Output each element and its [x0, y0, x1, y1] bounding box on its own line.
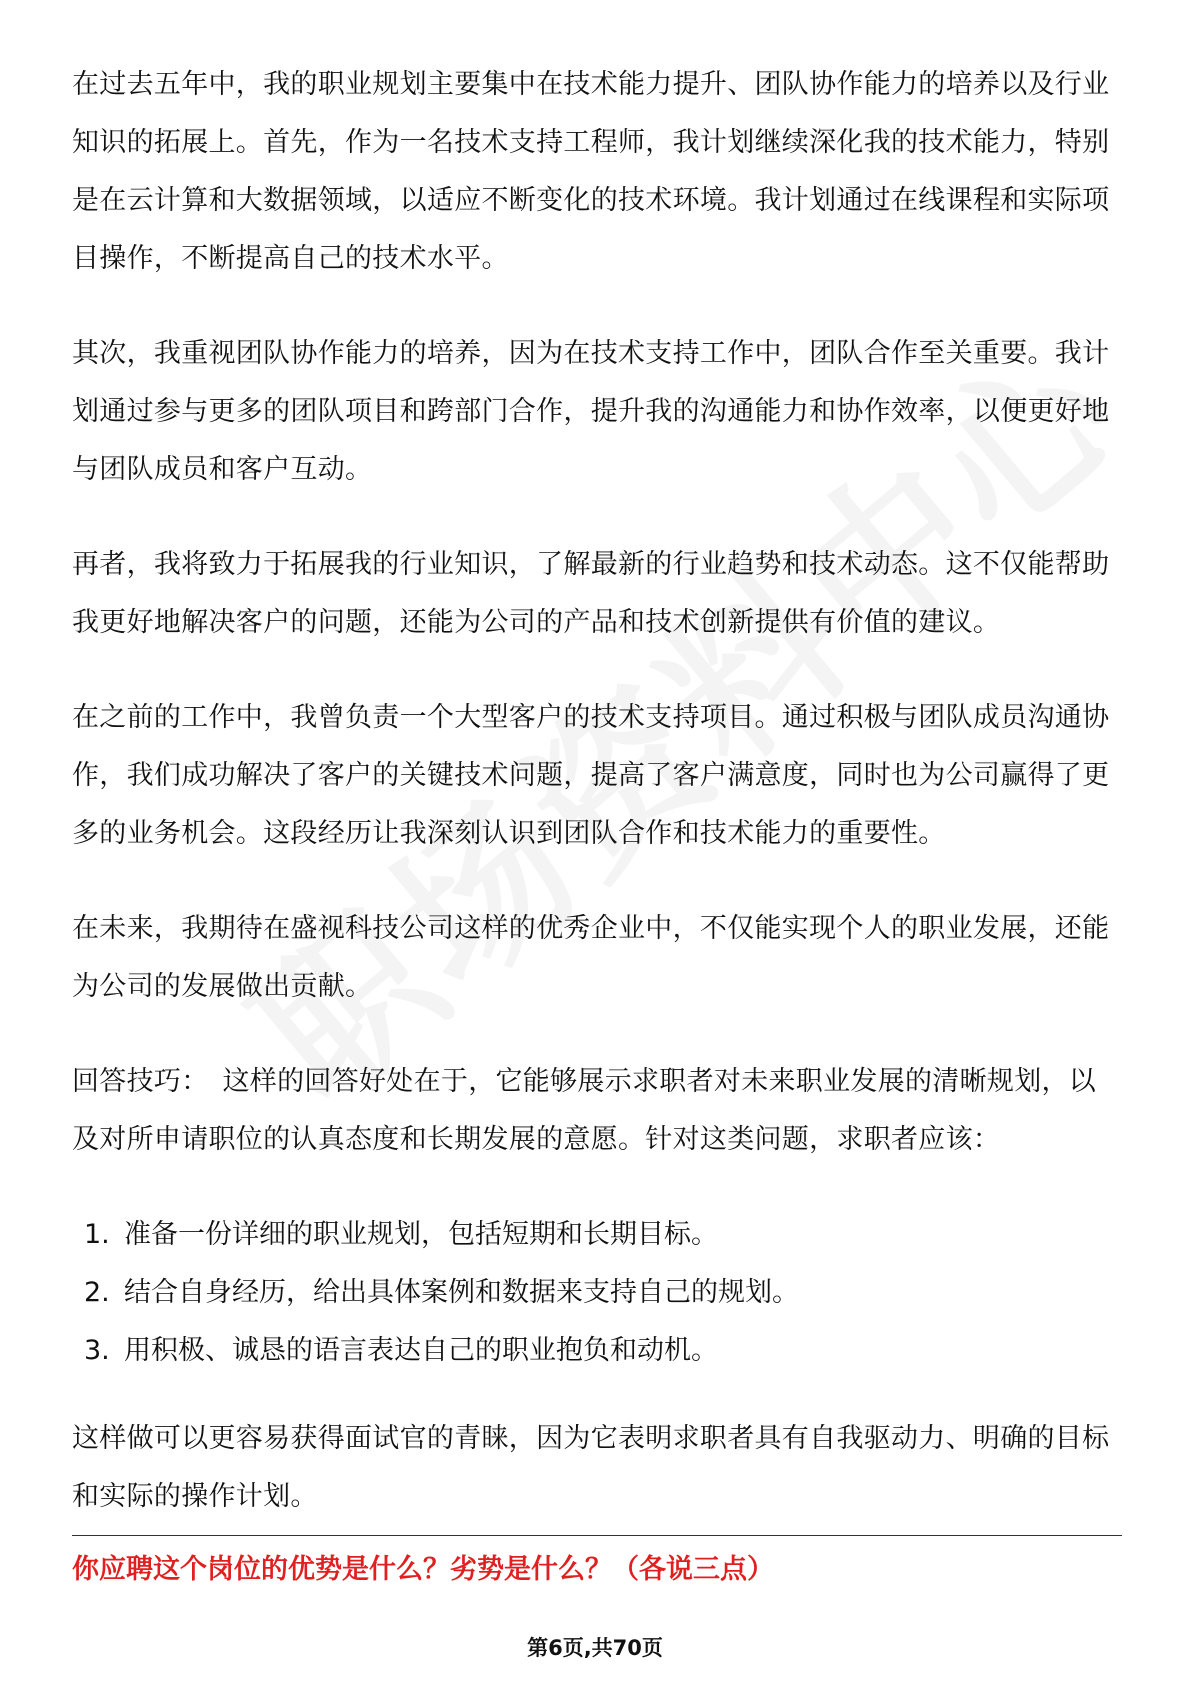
paragraph-future: 在未来，我期待在盛视科技公司这样的优秀企业中，不仅能实现个人的职业发展，还能为公司的发展做出贡献。	[72, 913, 1110, 1002]
answer-tips	[72, 1053, 1122, 1169]
list-item	[72, 1322, 1122, 1380]
document-body	[72, 56, 1122, 1563]
list-item-number: 2.	[84, 1277, 110, 1308]
answer-tips-text: 这样的回答好处在于，它能够展示求职者对未来职业发展的清晰规划，以及对所申请职位的认真态度和长期发展的意愿。针对这类问题，求职者应该：	[72, 1066, 1097, 1155]
paragraph-teamwork: 其次，我重视团队协作能力的培养，因为在技术支持工作中，团队合作至关重要。我计划通过参与更多的团队项目和跨部门合作，提升我的沟通能力和协作效率，以便更好地与团队成员和客户互动。	[72, 338, 1110, 485]
section-divider	[72, 1535, 1122, 1536]
paragraph-conclusion: 这样做可以更容易获得面试官的青睐，因为它表明求职者具有自我驱动力、明确的目标和实际的操作计划。	[72, 1423, 1110, 1512]
list-item-number: 1.	[84, 1219, 110, 1250]
paragraph-past-experience: 在之前的工作中，我曾负责一个大型客户的技术支持项目。通过积极与团队成员沟通协作，我们成功解决了客户的关键技术问题，提高了客户满意度，同时也为公司赢得了更多的业务机会。这段经历让我深刻认识到团队合作和技术能力的重要性。	[72, 702, 1110, 849]
paragraph-career-plan: 在过去五年中，我的职业规划主要集中在技术能力提升、团队协作能力的培养以及行业知识的拓展上。首先，作为一名技术支持工程师，我计划继续深化我的技术能力，特别是在云计算和大数据领域，以适应不断变化的技术环境。我计划通过在线课程和实际项目操作，不断提高自己的技术水平。	[72, 69, 1110, 274]
list-item-text: 用积极、诚恳的语言表达自己的职业抱负和动机。	[124, 1335, 718, 1366]
page-number: 第6页,共70页	[527, 1636, 663, 1660]
list-item-text: 准备一份详细的职业规划，包括短期和长期目标。	[124, 1219, 718, 1250]
list-item-number: 3.	[84, 1335, 110, 1366]
next-question-heading: 你应聘这个岗位的优势是什么？劣势是什么？（各说三点）	[72, 1554, 774, 1585]
tips-list	[72, 1206, 1122, 1380]
paragraph-industry-knowledge: 再者，我将致力于拓展我的行业知识，了解最新的行业趋势和技术动态。这不仅能帮助我更好地解决客户的问题，还能为公司的产品和技术创新提供有价值的建议。	[72, 549, 1110, 638]
list-item-text: 结合自身经历，给出具体案例和数据来支持自己的规划。	[124, 1277, 799, 1308]
answer-tips-label: 回答技巧：	[72, 1066, 209, 1097]
list-item	[72, 1206, 1122, 1264]
list-item	[72, 1264, 1122, 1322]
